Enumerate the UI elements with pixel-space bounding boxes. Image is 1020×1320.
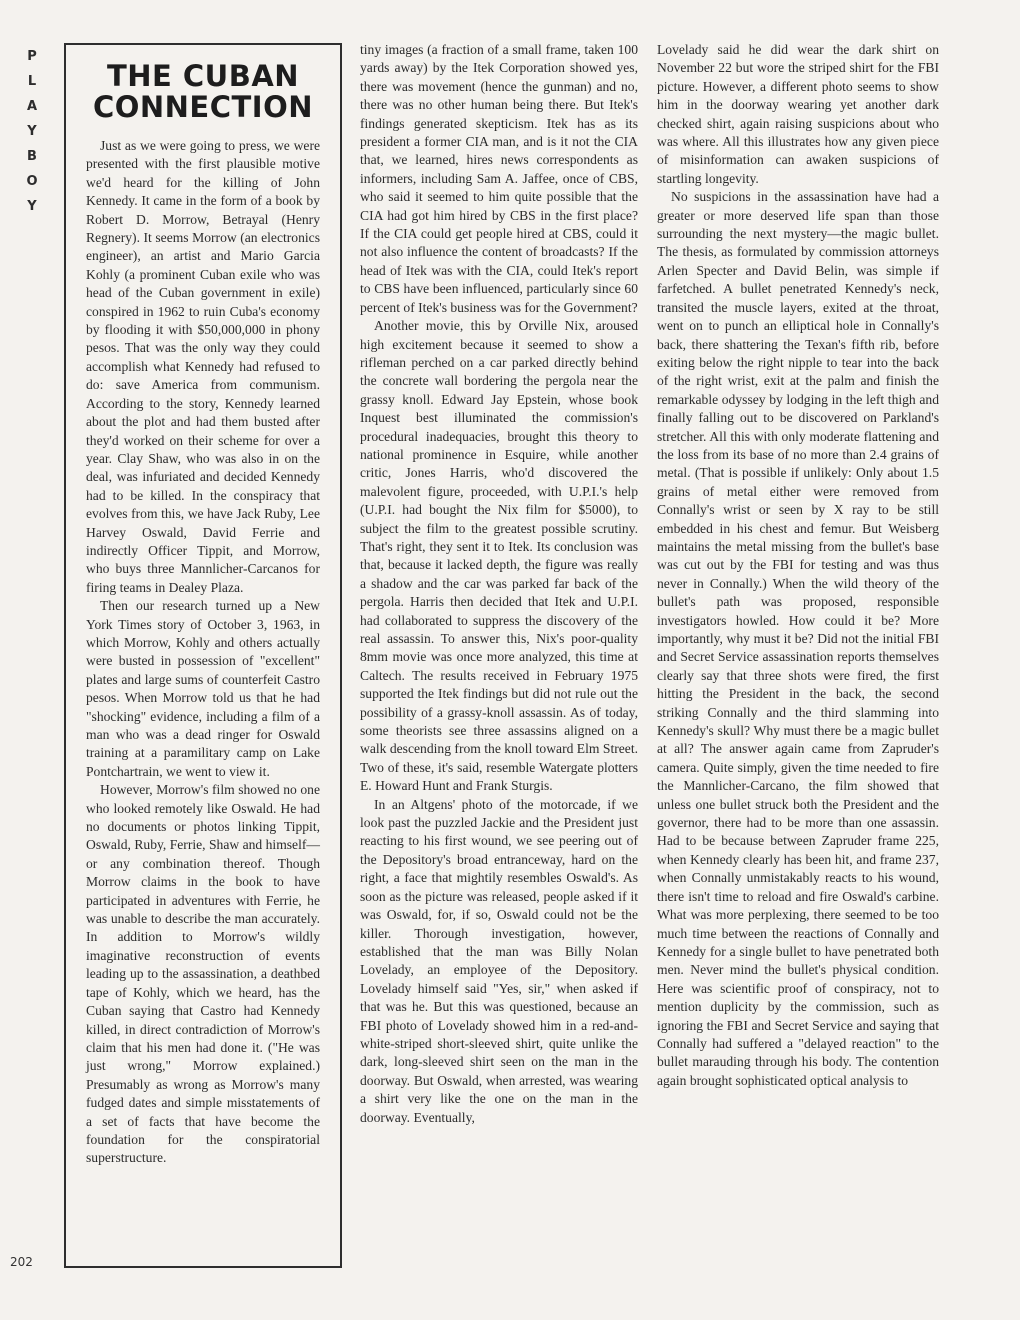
article-paragraph: No suspicions in the assassination have had a greater or more deserved life span than those surrounding the next mystery—the magic bullet. The thesis, as formulated by commission attorneys Arlen Specter and David Belin, was simple if farfetched. A bullet penetrated Kennedy's neck, transited the muscle layers, exited at the throat, went on to punch an elliptical hole in Connally's back, there shattering the Texan's fifth rib, before exiting below the right nipple to tear into the back of the right wrist, exit at the palm and finish the remarkable odyssey by lodging in the left thigh and finally falling out to be discovered on Parkland's stretcher. All this with only moderate flattening and the loss from its base of no more than 2.4 grains of metal. (That is possible if unlikely: Only about 1.5 grains of metal either were removed from Connally's wrist or seen by X ray to be still embedded in his chest and femur. But Weisberg maintains the metal missing from the bullet's base was cut out by the FBI for testing and was thus never in Connally.) When the wild theory of the bullet's path was proposed, responsible investigators howled. How could it be? More importantly, why must it be? Did not the initial FBI and Secret Service assassination reports themselves clearly say that three shots were fired, the first hitting the President in the back, the second striking Connally and the third slamming into Kennedy's skull? Why must there be a magic bullet at all? The answer again came from Zapruder's camera. Quite simply, given the time needed to fire the Mannlicher-Carcano, the film showed that unless one bullet struck both the President and the governor, there had to be more than one assassin. Had to be because between Zapruder frame 225, when Kennedy clearly has been hit, and frame 237, when Connally unmistakably reacts to his wound, there isn't time to reload and fire Oswald's carbine. What was more perplexing, there seemed to be too much time between the reactions of Connally and Kennedy for a single bullet to have penetrated both men. Never mind the bullet's physical condition. Here was scientific proof of conspiracy, not to mention duplicity by the commission, such as ignoring the FBI and Secret Service and saying that Connally had suffered a "delayed reaction" to the bullet marauding through his body. The contention again brought sophisticated optical analysis to <box>657 189 939 1088</box>
side-label-letter: P <box>27 49 37 64</box>
article-paragraph: Another movie, this by Orville Nix, aroused high excitement because it seemed to show a rifleman perched on a car parked directly behind the concrete wall bordering the pergola near the grassy knoll. Edward Jay Epstein, whose book Inquest best illuminated the commission's procedural inadequacies, brought this theory to national prominence in Esquire, while another critic, Jones Harris, who'd discovered the malevolent figure, proceeded, with U.P.I.'s help (U.P.I. had bought the Nix film for $5000), to subject the film to the greatest possible scrutiny. That's right, they sent it to Itek. Its conclusion was that, because it lacked depth, the figure was really a shadow and the car was parked far back of the pergola. Harris then decided that Itek and U.P.I. had collaborated to suppress the discovery of the real assassin. To answer this, Nix's poor-quality 8mm movie was once more analyzed, this time at Caltech. The results received in February 1975 supported the Itek findings but did not rule out the possibility of a grassy-knoll assassin. As of today, some theorists see three assassins aligned on a walk descending from the knoll toward Elm Street. Two of these, it's said, resemble Watergate plotters E. Howard Hunt and Frank Sturgis. <box>360 318 638 794</box>
side-label <box>22 44 42 219</box>
sidebar-paragraph: Then our research turned up a New York Times story of October 3, 1963, in which Morrow, Kohly and others actually were busted in possession of "excellent" plates and large sums of counterfeit Castro pesos. When Morrow told us that he had "shocking" evidence, including a film of a man who was a dead ringer for Oswald training at a paramilitary camp on Lake Pontchartrain, we went to view it. <box>86 598 320 779</box>
article-column-2 <box>360 41 638 1127</box>
side-label-letter: A <box>26 99 38 114</box>
article-paragraph: tiny images (a fraction of a small frame, taken 100 yards away) by the Itek Corporation showed yes, there was movement (hence the gunman) and no, there was no other human being there. But Itek's findings generated skepticism. Itek has as its president a former CIA man, and is it not the CIA that, we learned, hires news correspondents as informers, including Sam A. Jaffee, once of CBS, who said it seemed to him quite possible that the CIA had got him hired by CBS in the first place? If the CIA could get people hired at CBS, could it not also influence the content of broadcasts? If the head of Itek was with the CIA, could Itek's report to CBS have been influenced, particularly since 60 percent of Itek's business was for the Government? <box>360 42 638 315</box>
article-column-3 <box>657 41 939 1090</box>
page-number: 202 <box>10 1255 33 1269</box>
sidebar-box <box>64 43 342 1268</box>
side-label-letter: Y <box>27 124 37 139</box>
sidebar-body <box>86 137 320 1168</box>
side-label-letter: Y <box>27 199 37 214</box>
article-paragraph: Lovelady said he did wear the dark shirt on November 22 but wore the striped shirt for the FBI picture. However, a different photo seems to show him in the doorway wearing yet another dark checked shirt, again raising suspicions about who was where. All this illustrates how any given piece of misinformation can awaken suspicions of startling longevity. <box>657 42 939 186</box>
headline-line-1: THE CUBAN <box>106 59 300 93</box>
side-label-letter: O <box>26 174 38 189</box>
side-label-letter: B <box>27 149 37 164</box>
side-label-letter: L <box>27 74 37 89</box>
sidebar-paragraph: However, Morrow's film showed no one who looked remotely like Oswald. He had no documents or photos linking Tippit, Oswald, Ruby, Ferrie, Shaw and himself—or any combination thereof. Though Morrow claims in the book to have participated in adventures with Ferrie, he was unable to describe the man accurately. In addition to Morrow's wildly imaginative reconstruction of events leading up to the assassination, a deathbed tape of Kohly, which we heard, has the Cuban saying that Castro had Kennedy killed, in direct contradiction of Morrow's claim that his men had done it. ("He was just wrong," Morrow explained.) Presumably as wrong as Morrow's many fudged dates and simple misstatements of a set of facts that have become the foundation for the conspiratorial superstructure. <box>86 782 320 1166</box>
sidebar-headline <box>86 61 320 123</box>
headline-line-2: CONNECTION <box>92 90 314 124</box>
article-paragraph: In an Altgens' photo of the motorcade, if we look past the puzzled Jackie and the President just reacting to his first wound, we see peering out of the Depository's broad entranceway, hard on the right, a face that mightily resembles Oswald's. As soon as the picture was released, people asked if it was Oswald, for, if so, Oswald could not be the killer. Thorough investigation, however, established that the man was Billy Nolan Lovelady, an employee of the Depository. Lovelady himself said "Yes, sir," when asked if that was he. But this was questioned, because an FBI photo of Lovelady showed him in a red-and-white-striped short-sleeved shirt, quite unlike the dark, long-sleeved shirt seen on the man in the doorway. But Oswald, when arrested, was wearing a shirt very like the one on the man in the doorway. Eventually, <box>360 796 638 1125</box>
sidebar-paragraph: Just as we were going to press, we were presented with the first plausible motive we'd heard for the killing of John Kennedy. It came in the form of a book by Robert D. Morrow, Betrayal (Henry Regnery). It seems Morrow (an electronics engineer), an artist and Mario Garcia Kohly (a prominent Cuban exile who was head of the Cuban government in exile) conspired in 1962 to ruin Cuba's economy by flooding it with $50,000,000 in phony pesos. That was the only way they could accomplish what Kennedy had refused to do: save America from communism. According to the story, Kennedy learned about the plot and had them busted after they'd worked on their scheme for over a year. Clay Shaw, who was also in on the deal, was infuriated and decided Kennedy had to be killed. In the conspiracy that evolves from this, we have Jack Ruby, Lee Harvey Oswald, David Ferrie and indirectly Officer Tippit, and Morrow, who buys three Mannlicher-Carcanos for firing teams in Dealey Plaza. <box>86 138 320 595</box>
